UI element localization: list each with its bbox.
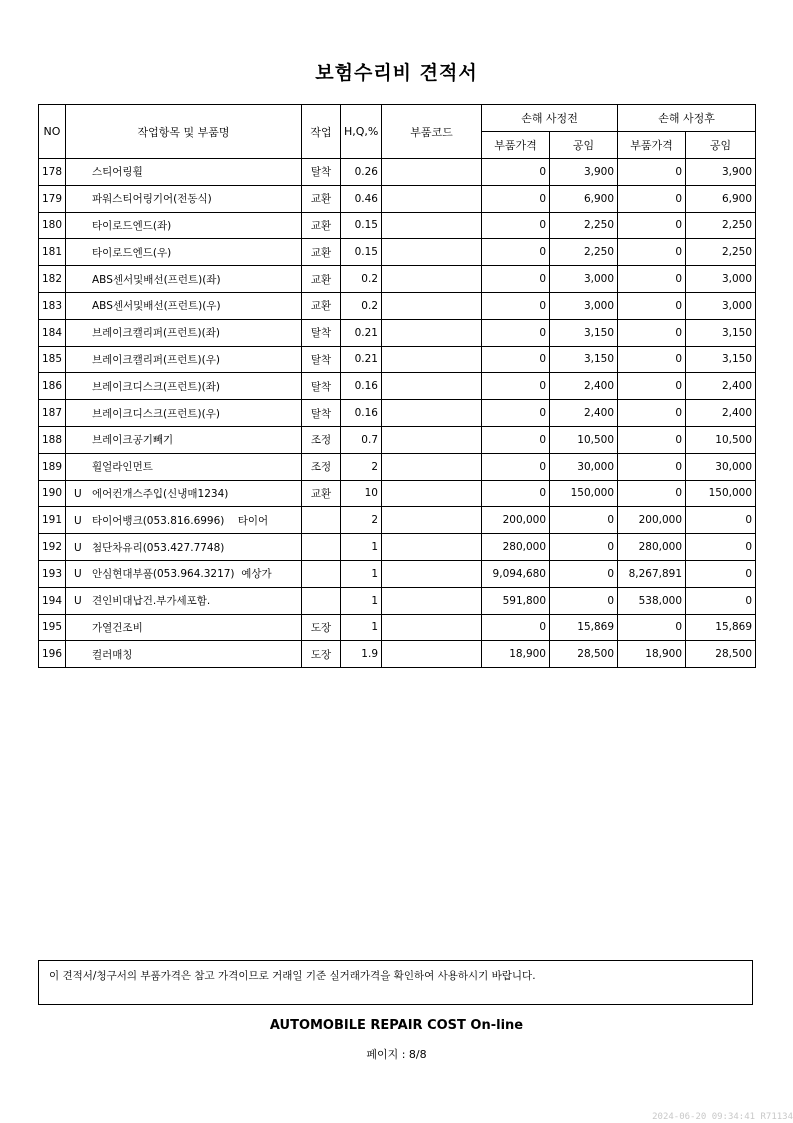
table-row <box>39 239 756 266</box>
row-work-type: 탈착 <box>302 159 341 186</box>
row-before-labor: 2,250 <box>550 239 618 266</box>
row-hq: 0.46 <box>341 185 382 212</box>
row-after-labor: 28,500 <box>686 641 756 668</box>
row-after-part-price: 0 <box>618 614 686 641</box>
row-flag: U <box>74 487 82 500</box>
row-hq: 0.2 <box>341 292 382 319</box>
row-before-labor: 0 <box>550 534 618 561</box>
header-after-labor: 공임 <box>686 132 756 159</box>
row-after-part-price: 0 <box>618 400 686 427</box>
row-before-labor: 3,900 <box>550 159 618 186</box>
row-no: 183 <box>39 292 66 319</box>
row-work-type: 조정 <box>302 453 341 480</box>
row-item-name <box>66 426 302 453</box>
table-row <box>39 426 756 453</box>
row-part-code <box>382 159 482 186</box>
row-before-part-price: 0 <box>482 212 550 239</box>
row-hq: 0.2 <box>341 266 382 293</box>
row-before-labor: 2,400 <box>550 373 618 400</box>
row-no: 190 <box>39 480 66 507</box>
row-before-labor: 2,400 <box>550 400 618 427</box>
row-item-label: 휠얼라인먼트 <box>92 461 153 474</box>
row-after-labor: 30,000 <box>686 453 756 480</box>
row-before-part-price: 18,900 <box>482 641 550 668</box>
row-part-code <box>382 319 482 346</box>
row-item-name <box>66 480 302 507</box>
row-work-type <box>302 534 341 561</box>
row-flag: U <box>74 595 82 608</box>
table-row <box>39 453 756 480</box>
row-item-label: 견인비대납건.부가세포함. <box>92 595 211 608</box>
row-no: 187 <box>39 400 66 427</box>
row-item-name <box>66 319 302 346</box>
row-before-part-price: 0 <box>482 614 550 641</box>
row-part-code <box>382 292 482 319</box>
row-before-labor: 6,900 <box>550 185 618 212</box>
row-work-type: 도장 <box>302 614 341 641</box>
row-work-type: 교환 <box>302 266 341 293</box>
row-hq: 0.7 <box>341 426 382 453</box>
row-no: 186 <box>39 373 66 400</box>
header-item: 작업항목 및 부품명 <box>66 105 302 159</box>
row-item-label: 에어컨개스주입(신냉매1234) <box>92 487 229 500</box>
table-row <box>39 292 756 319</box>
row-item-label: 브레이크디스크(프런트)(우) <box>92 407 220 420</box>
row-item-name <box>66 212 302 239</box>
row-after-part-price: 0 <box>618 480 686 507</box>
row-after-part-price: 18,900 <box>618 641 686 668</box>
row-before-labor: 3,000 <box>550 292 618 319</box>
price-notice: 이 견적서/청구서의 부품가격은 참고 가격이므로 거래일 기준 실거래가격을 확인하여 사용하시기 바랍니다. <box>38 960 753 1005</box>
row-hq: 0.21 <box>341 319 382 346</box>
row-hq: 0.26 <box>341 159 382 186</box>
row-hq: 2 <box>341 453 382 480</box>
row-no: 188 <box>39 426 66 453</box>
row-work-type: 교환 <box>302 212 341 239</box>
table-row <box>39 212 756 239</box>
row-work-type: 교환 <box>302 185 341 212</box>
row-item-label: 스티어링휠 <box>92 166 143 179</box>
row-before-labor: 150,000 <box>550 480 618 507</box>
row-after-labor: 15,869 <box>686 614 756 641</box>
row-work-type: 교환 <box>302 480 341 507</box>
row-before-part-price: 591,800 <box>482 587 550 614</box>
table-row <box>39 641 756 668</box>
row-after-labor: 0 <box>686 560 756 587</box>
row-item-name <box>66 266 302 293</box>
row-hq: 1 <box>341 587 382 614</box>
row-item-label: 타이로드엔드(좌) <box>92 219 172 232</box>
row-work-type: 도장 <box>302 641 341 668</box>
table-row <box>39 185 756 212</box>
row-after-labor: 0 <box>686 587 756 614</box>
table-row <box>39 319 756 346</box>
header-before-labor: 공임 <box>550 132 618 159</box>
row-hq: 1 <box>341 614 382 641</box>
header-after-part-price: 부품가격 <box>618 132 686 159</box>
row-part-code <box>382 239 482 266</box>
table-row <box>39 534 756 561</box>
row-part-code <box>382 373 482 400</box>
row-after-part-price: 0 <box>618 319 686 346</box>
row-after-part-price: 0 <box>618 426 686 453</box>
row-after-labor: 3,150 <box>686 346 756 373</box>
header-code: 부품코드 <box>382 105 482 159</box>
row-no: 179 <box>39 185 66 212</box>
row-hq: 0.21 <box>341 346 382 373</box>
row-no: 178 <box>39 159 66 186</box>
header-before-part-price: 부품가격 <box>482 132 550 159</box>
row-no: 195 <box>39 614 66 641</box>
row-item-name <box>66 507 302 534</box>
row-before-part-price: 280,000 <box>482 534 550 561</box>
row-before-part-price: 0 <box>482 185 550 212</box>
row-after-part-price: 200,000 <box>618 507 686 534</box>
row-before-part-price: 0 <box>482 159 550 186</box>
row-item-label: 타이로드엔드(우) <box>92 246 172 259</box>
estimate-table <box>38 104 756 668</box>
row-after-labor: 2,400 <box>686 400 756 427</box>
row-before-labor: 28,500 <box>550 641 618 668</box>
row-no: 189 <box>39 453 66 480</box>
row-part-code <box>382 212 482 239</box>
row-after-part-price: 0 <box>618 453 686 480</box>
row-before-part-price: 0 <box>482 266 550 293</box>
row-hq: 1 <box>341 534 382 561</box>
row-hq: 1.9 <box>341 641 382 668</box>
row-no: 180 <box>39 212 66 239</box>
row-before-labor: 0 <box>550 587 618 614</box>
row-before-labor: 0 <box>550 560 618 587</box>
row-before-part-price: 0 <box>482 346 550 373</box>
row-after-labor: 3,150 <box>686 319 756 346</box>
row-after-part-price: 0 <box>618 346 686 373</box>
table-row <box>39 346 756 373</box>
row-no: 193 <box>39 560 66 587</box>
row-work-type: 교환 <box>302 239 341 266</box>
row-work-type: 교환 <box>302 292 341 319</box>
row-work-type: 탈착 <box>302 400 341 427</box>
row-item-name <box>66 587 302 614</box>
row-part-code <box>382 507 482 534</box>
row-after-labor: 3,000 <box>686 292 756 319</box>
row-before-part-price: 200,000 <box>482 507 550 534</box>
table-row <box>39 266 756 293</box>
row-after-labor: 0 <box>686 534 756 561</box>
row-item-name <box>66 400 302 427</box>
row-item-name <box>66 239 302 266</box>
row-item-label: 브레이크캘리퍼(프런트)(우) <box>92 353 220 366</box>
row-item-name <box>66 614 302 641</box>
row-after-labor: 6,900 <box>686 185 756 212</box>
row-after-labor: 3,000 <box>686 266 756 293</box>
row-hq: 0.15 <box>341 212 382 239</box>
row-after-part-price: 538,000 <box>618 587 686 614</box>
row-work-type <box>302 560 341 587</box>
row-before-part-price: 0 <box>482 319 550 346</box>
row-after-labor: 150,000 <box>686 480 756 507</box>
row-item-label: 파워스티어링기어(전동식) <box>92 193 212 206</box>
row-part-code <box>382 400 482 427</box>
row-part-code <box>382 185 482 212</box>
row-item-label: 브레이크공기빼기 <box>92 434 174 447</box>
header-work: 작업 <box>302 105 341 159</box>
row-item-name <box>66 641 302 668</box>
row-after-part-price: 0 <box>618 239 686 266</box>
row-flag: U <box>74 541 82 554</box>
row-after-part-price: 0 <box>618 212 686 239</box>
row-item-label: 컬러매칭 <box>92 648 133 661</box>
row-item-name <box>66 373 302 400</box>
row-before-labor: 30,000 <box>550 453 618 480</box>
table-row <box>39 400 756 427</box>
table-row <box>39 480 756 507</box>
row-before-labor: 0 <box>550 507 618 534</box>
row-item-label: 브레이크디스크(프런트)(좌) <box>92 380 220 393</box>
row-before-labor: 3,150 <box>550 319 618 346</box>
row-item-label: 첨단차유리(053.427.7748) <box>92 541 225 554</box>
row-work-type <box>302 587 341 614</box>
row-item-name <box>66 534 302 561</box>
row-after-part-price: 0 <box>618 159 686 186</box>
row-no: 191 <box>39 507 66 534</box>
row-hq: 10 <box>341 480 382 507</box>
row-no: 194 <box>39 587 66 614</box>
table-row <box>39 560 756 587</box>
row-after-part-price: 0 <box>618 373 686 400</box>
page-number: 페이지 : 8/8 <box>366 1048 427 1061</box>
row-item-label: 안심현대부품(053.964.3217) 예상가 <box>92 568 272 581</box>
row-before-part-price: 0 <box>482 292 550 319</box>
table-row <box>39 587 756 614</box>
row-before-part-price: 0 <box>482 426 550 453</box>
row-item-name <box>66 159 302 186</box>
row-after-part-price: 0 <box>618 292 686 319</box>
print-timestamp: 2024-06-20 09:34:41 R71134 <box>652 1112 793 1122</box>
row-no: 196 <box>39 641 66 668</box>
row-after-part-price: 0 <box>618 185 686 212</box>
row-hq: 0.15 <box>341 239 382 266</box>
row-after-part-price: 0 <box>618 266 686 293</box>
row-after-labor: 3,900 <box>686 159 756 186</box>
row-before-part-price: 0 <box>482 373 550 400</box>
row-part-code <box>382 480 482 507</box>
row-flag: U <box>74 514 82 527</box>
row-before-labor: 3,150 <box>550 346 618 373</box>
row-work-type: 탈착 <box>302 346 341 373</box>
header-hq: H,Q,% <box>341 105 382 159</box>
row-no: 182 <box>39 266 66 293</box>
row-after-labor: 2,250 <box>686 239 756 266</box>
row-before-part-price: 0 <box>482 239 550 266</box>
row-before-labor: 10,500 <box>550 426 618 453</box>
row-item-label: ABS센서및배선(프런트)(우) <box>92 300 221 313</box>
row-item-name <box>66 453 302 480</box>
row-before-labor: 15,869 <box>550 614 618 641</box>
row-before-part-price: 0 <box>482 400 550 427</box>
table-row <box>39 159 756 186</box>
row-part-code <box>382 614 482 641</box>
row-item-label: ABS센서및배선(프런트)(좌) <box>92 273 221 286</box>
header-before-adjustment: 손해 사정전 <box>482 105 618 132</box>
row-hq: 0.16 <box>341 400 382 427</box>
row-after-labor: 2,400 <box>686 373 756 400</box>
row-no: 184 <box>39 319 66 346</box>
table-row <box>39 614 756 641</box>
row-after-part-price: 8,267,891 <box>618 560 686 587</box>
row-part-code <box>382 426 482 453</box>
row-item-label: 타이어뱅크(053.816.6996) 타이어 <box>92 514 269 527</box>
row-before-labor: 2,250 <box>550 212 618 239</box>
row-item-name <box>66 346 302 373</box>
row-no: 192 <box>39 534 66 561</box>
row-item-name <box>66 185 302 212</box>
row-after-labor: 0 <box>686 507 756 534</box>
row-item-name <box>66 560 302 587</box>
row-no: 185 <box>39 346 66 373</box>
row-no: 181 <box>39 239 66 266</box>
row-before-part-price: 0 <box>482 453 550 480</box>
row-work-type <box>302 507 341 534</box>
header-after-adjustment: 손해 사정후 <box>618 105 756 132</box>
header-no: NO <box>39 105 66 159</box>
row-hq: 1 <box>341 560 382 587</box>
row-before-labor: 3,000 <box>550 266 618 293</box>
row-item-name <box>66 292 302 319</box>
row-part-code <box>382 534 482 561</box>
row-part-code <box>382 346 482 373</box>
row-part-code <box>382 453 482 480</box>
table-row <box>39 507 756 534</box>
row-part-code <box>382 587 482 614</box>
row-work-type: 탈착 <box>302 319 341 346</box>
row-hq: 0.16 <box>341 373 382 400</box>
row-before-part-price: 0 <box>482 480 550 507</box>
row-part-code <box>382 641 482 668</box>
row-flag: U <box>74 568 82 581</box>
row-after-labor: 10,500 <box>686 426 756 453</box>
row-part-code <box>382 560 482 587</box>
row-work-type: 조정 <box>302 426 341 453</box>
row-work-type: 탈착 <box>302 373 341 400</box>
footer-brand: AUTOMOBILE REPAIR COST On-line <box>269 1018 524 1033</box>
row-before-part-price: 9,094,680 <box>482 560 550 587</box>
row-after-labor: 2,250 <box>686 212 756 239</box>
row-item-label: 브레이크캘리퍼(프런트)(좌) <box>92 327 220 340</box>
row-hq: 2 <box>341 507 382 534</box>
row-part-code <box>382 266 482 293</box>
table-row <box>39 373 756 400</box>
document-title: 보험수리비 견적서 <box>315 62 478 84</box>
row-item-label: 가열건조비 <box>92 621 143 634</box>
row-after-part-price: 280,000 <box>618 534 686 561</box>
